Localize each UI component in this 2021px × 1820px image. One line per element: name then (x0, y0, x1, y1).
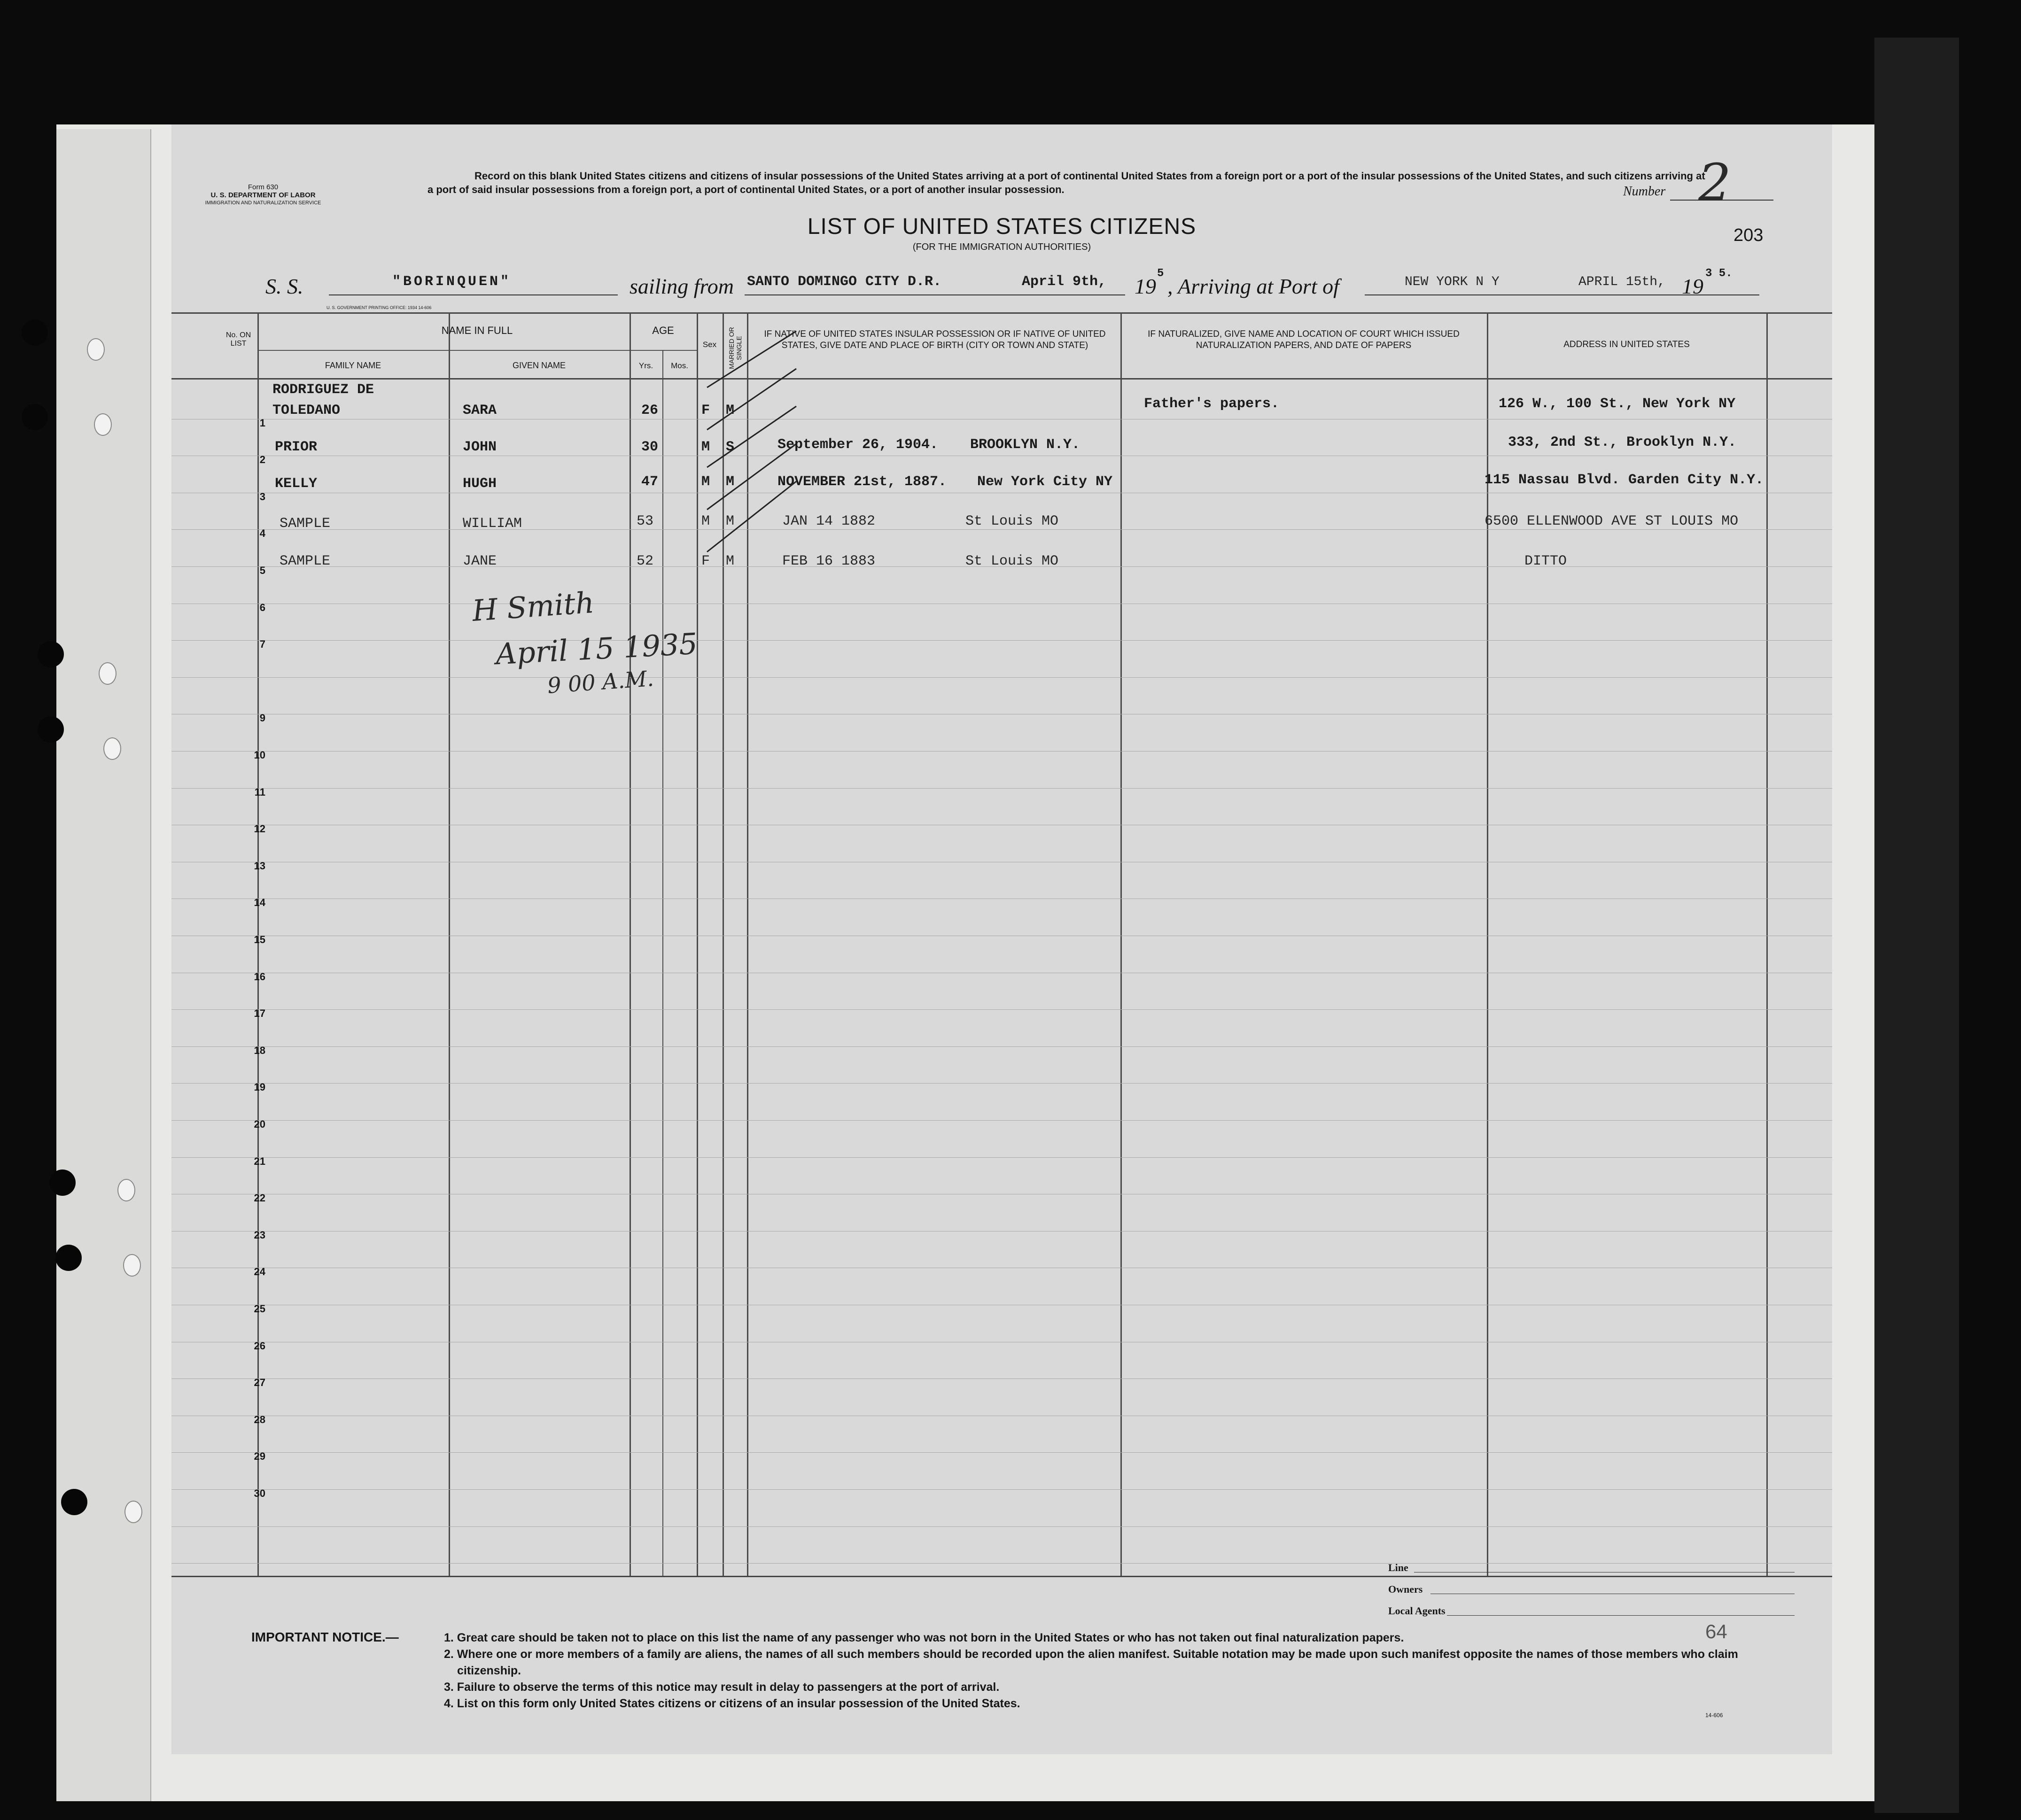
left-binding-strip (56, 129, 151, 1801)
sex: M (701, 439, 710, 455)
row-number: 29 (254, 1450, 265, 1463)
header-birth: IF NATIVE OF UNITED STATES INSULAR POSSESSION OR IF NATIVE OF UNITED STATES, GIVE DATE AND PLACE OF BIRTH (CITY OR TOWN AND STATE) (764, 329, 1106, 350)
binder-hole-10 (99, 662, 117, 685)
row-number: 22 (254, 1192, 265, 1204)
check-strokes (688, 322, 829, 557)
row-rule (171, 1452, 1832, 1453)
owners-label: Owners (1388, 1583, 1423, 1595)
departure-port: SANTO DOMINGO CITY D.R. (747, 274, 942, 290)
birth-date: JAN 14 1882 (782, 513, 876, 529)
birth-date: NOVEMBER 21st, 1887. (777, 474, 947, 490)
form-instructions: Record on this blank United States citizens and citizens of insular possessions of the United States arriving at a port of continental United States from a foreign port or a port of the insular possessions of the United States, and such citizens arriving at a port of said insular possessions from a foreign port, a port of continental United States, or a port of another insular possession. (428, 170, 1705, 195)
row-number: 1 (259, 417, 265, 429)
family-name: PRIOR (275, 439, 318, 455)
row-number: 26 (254, 1340, 265, 1352)
arriving-label: , Arriving at Port of (1167, 274, 1339, 298)
right-edge-shadow (1874, 38, 1959, 1813)
row-number: 3 (259, 490, 265, 503)
given-name: JANE (463, 553, 497, 569)
form-subtitle: (FOR THE IMMIGRATION AUTHORITIES) (912, 242, 1091, 252)
col-divider-naturalized (1487, 312, 1488, 1576)
row-number: 21 (254, 1155, 265, 1167)
marital-status: M (726, 474, 735, 490)
notice-3: 3. Failure to observe the terms of this notice may result in delay to passengers at the port of arrival. (444, 1681, 1000, 1694)
naturalization: Father's papers. (1144, 396, 1280, 412)
row-number: 7 (259, 638, 265, 651)
row-rule (171, 1120, 1832, 1121)
row-rule (171, 1563, 1832, 1564)
binder-hole-8 (87, 338, 105, 361)
ship-underline (329, 294, 618, 295)
sex: M (701, 513, 710, 529)
notice-2: 2. Where one or more members of a family are aliens, the names of all such members should be recorded upon the alien manifest. Suitable notation may be made upon such manifest opposite the names of those members who claim citizenship. (444, 1648, 1738, 1677)
birth-place: St Louis MO (965, 553, 1059, 569)
col-divider-given (630, 312, 631, 1576)
handwritten-time: 9 00 A.M. (546, 666, 655, 698)
binder-hole-14 (124, 1501, 142, 1523)
col-divider-address (1766, 312, 1768, 1576)
age-years: 52 (637, 553, 654, 569)
age-years: 53 (637, 513, 654, 529)
header-no-on-list: No. ON LIST (225, 331, 251, 348)
binder-hole-2 (22, 404, 48, 430)
binder-hole-1 (22, 319, 48, 346)
agents-underline (1447, 1615, 1795, 1616)
row-number: 14 (254, 897, 265, 909)
row-number: 25 (254, 1303, 265, 1315)
address: 6500 ELLENWOOD AVE ST LOUIS MO (1485, 513, 1739, 529)
sex: F (701, 553, 710, 569)
sailing-label: sailing from (630, 274, 734, 298)
header-yrs: Yrs. (638, 361, 653, 370)
row-number: 16 (254, 970, 265, 983)
row-rule (171, 1046, 1832, 1047)
given-name: WILLIAM (463, 516, 522, 532)
row-number: 9 (259, 712, 265, 724)
number-label: Number (1623, 184, 1666, 199)
from-underline (745, 294, 1125, 295)
service-name: IMMIGRATION AND NATURALIZATION SERVICE (205, 200, 321, 206)
arrival-date: APRIL 15th, (1578, 275, 1665, 289)
row-number: 12 (254, 823, 265, 835)
table-top-border (171, 312, 1832, 314)
birth-place: St Louis MO (965, 513, 1059, 529)
arrival-year-prefix: 19 (1682, 274, 1703, 298)
marital-status: M (726, 513, 735, 529)
address: DITTO (1524, 553, 1567, 569)
notice-list (444, 1630, 1797, 1712)
ss-label: S. S. (265, 274, 303, 298)
row-number: 18 (254, 1044, 265, 1056)
binder-hole-7 (61, 1489, 87, 1515)
binder-hole-3 (38, 641, 64, 667)
family-name: SAMPLE (280, 516, 331, 532)
given-name: JOHN (463, 439, 497, 455)
header-mos: Mos. (671, 361, 688, 370)
form-id-block (204, 183, 322, 207)
row-rule (171, 529, 1832, 530)
page-stamp: 203 (1733, 225, 1764, 245)
sex: F (701, 403, 710, 418)
age-years: 26 (641, 403, 659, 418)
notice-title: IMPORTANT NOTICE.— (251, 1630, 399, 1644)
row-number: 11 (254, 786, 265, 798)
age-years: 30 (641, 439, 659, 455)
sex: M (701, 474, 710, 490)
header-bottom-border (171, 378, 1832, 379)
row-rule (171, 1083, 1832, 1084)
number-value: 2 (1698, 153, 1731, 213)
row-number: 28 (254, 1413, 265, 1425)
row-number: 10 (254, 749, 265, 761)
row-number: 30 (254, 1487, 265, 1499)
notice-1: 1. Great care should be taken not to place on this list the name of any passenger who was not born in the United States or who has not taken out final naturalization papers. (444, 1631, 1404, 1644)
department-name: U. S. DEPARTMENT OF LABOR (210, 191, 316, 199)
family-name: TOLEDANO (272, 403, 341, 418)
given-name: HUGH (463, 476, 497, 492)
header-name-in-full: NAME IN FULL (441, 325, 513, 336)
age-years: 47 (641, 474, 659, 490)
col-divider-birth (1120, 312, 1122, 1576)
binder-hole-9 (94, 413, 112, 436)
col-divider-yrs (662, 350, 663, 1576)
departure-year: 5 (1157, 267, 1164, 280)
printer-note: U. S. GOVERNMENT PRINTING OFFICE: 1934 14-606 (326, 305, 432, 310)
header-sex: Sex (702, 340, 717, 349)
row-number: 20 (254, 1118, 265, 1130)
family-name: SAMPLE (280, 553, 331, 569)
row-rule (171, 640, 1832, 641)
address: 333, 2nd St., Brooklyn N.Y. (1508, 434, 1737, 450)
header-address: ADDRESS IN UNITED STATES (1563, 340, 1690, 349)
birth-place: BROOKLYN N.Y. (970, 437, 1080, 453)
form-title: LIST OF UNITED STATES CITIZENS (807, 214, 1197, 239)
row-rule (171, 898, 1832, 899)
marital-status: M (726, 553, 735, 569)
birth-date: September 26, 1904. (777, 437, 939, 453)
handwritten-date: April 15 1935 (495, 626, 699, 672)
binder-hole-11 (103, 737, 121, 760)
departure-date: April 9th, (1022, 274, 1107, 290)
ship-name: "BORINQUEN" (392, 274, 512, 290)
row-number: 24 (254, 1266, 265, 1278)
address: 126 W., 100 St., New York NY (1499, 396, 1736, 412)
row-number: 27 (254, 1377, 265, 1389)
agents-label: Local Agents (1388, 1605, 1446, 1617)
binder-hole-5 (49, 1169, 76, 1196)
given-name: SARA (463, 403, 497, 418)
birth-place: New York City NY (977, 474, 1113, 490)
col-divider-family (449, 312, 450, 1576)
header-family-name: FAMILY NAME (325, 361, 381, 370)
marital-status: M (726, 403, 735, 418)
row-rule (171, 677, 1832, 678)
row-number: 17 (254, 1007, 265, 1020)
row-number: 19 (254, 1081, 265, 1093)
arrival-year: 3 5. (1705, 267, 1733, 280)
birth-date: FEB 16 1883 (782, 553, 876, 569)
header-naturalized: IF NATURALIZED, GIVE NAME AND LOCATION OF COURT WHICH ISSUED NATURALIZATION PAPERS, AND DATE OF PAPERS (1148, 329, 1460, 350)
arrival-port: NEW YORK N Y (1405, 275, 1500, 289)
manifest-form (171, 124, 1832, 1754)
binder-hole-12 (117, 1179, 135, 1201)
table-bottom-border (171, 1576, 1832, 1577)
row-number: 5 (259, 565, 265, 576)
row-rule (171, 1157, 1832, 1158)
marital-status: S (726, 439, 735, 455)
row-number: 4 (259, 527, 265, 540)
binder-hole-13 (123, 1254, 141, 1277)
row-number: 6 (259, 601, 265, 613)
header-married-or-single: MARRIED OR SINGLE (728, 327, 743, 369)
row-rule (171, 1526, 1832, 1527)
header-given-name: GIVEN NAME (512, 361, 566, 370)
binder-hole-6 (55, 1245, 82, 1271)
year-prefix: 19 (1135, 274, 1156, 298)
notice-4: 4. List on this form only United States citizens or citizens of an insular possession of the United States. (444, 1697, 1020, 1710)
row-number: 2 (259, 454, 265, 466)
row-rule (171, 1009, 1832, 1010)
form-number: Form 630 (248, 183, 279, 191)
address: 115 Nassau Blvd. Garden City N.Y. (1485, 472, 1764, 488)
binder-hole-4 (38, 716, 64, 743)
row-rule (171, 788, 1832, 789)
line-label: Line (1388, 1562, 1408, 1573)
family-name: KELLY (275, 476, 318, 492)
page-footer-number: 64 (1705, 1620, 1727, 1642)
family-name: RODRIGUEZ DE (272, 382, 374, 398)
header-age: AGE (652, 325, 674, 336)
handwritten-inspector-name: H Smith (471, 585, 595, 628)
row-number: 23 (254, 1229, 265, 1241)
row-rule (171, 1489, 1832, 1490)
row-number: 15 (254, 934, 265, 945)
row-number: 13 (254, 860, 265, 872)
form-code: 14-606 (1705, 1712, 1723, 1719)
